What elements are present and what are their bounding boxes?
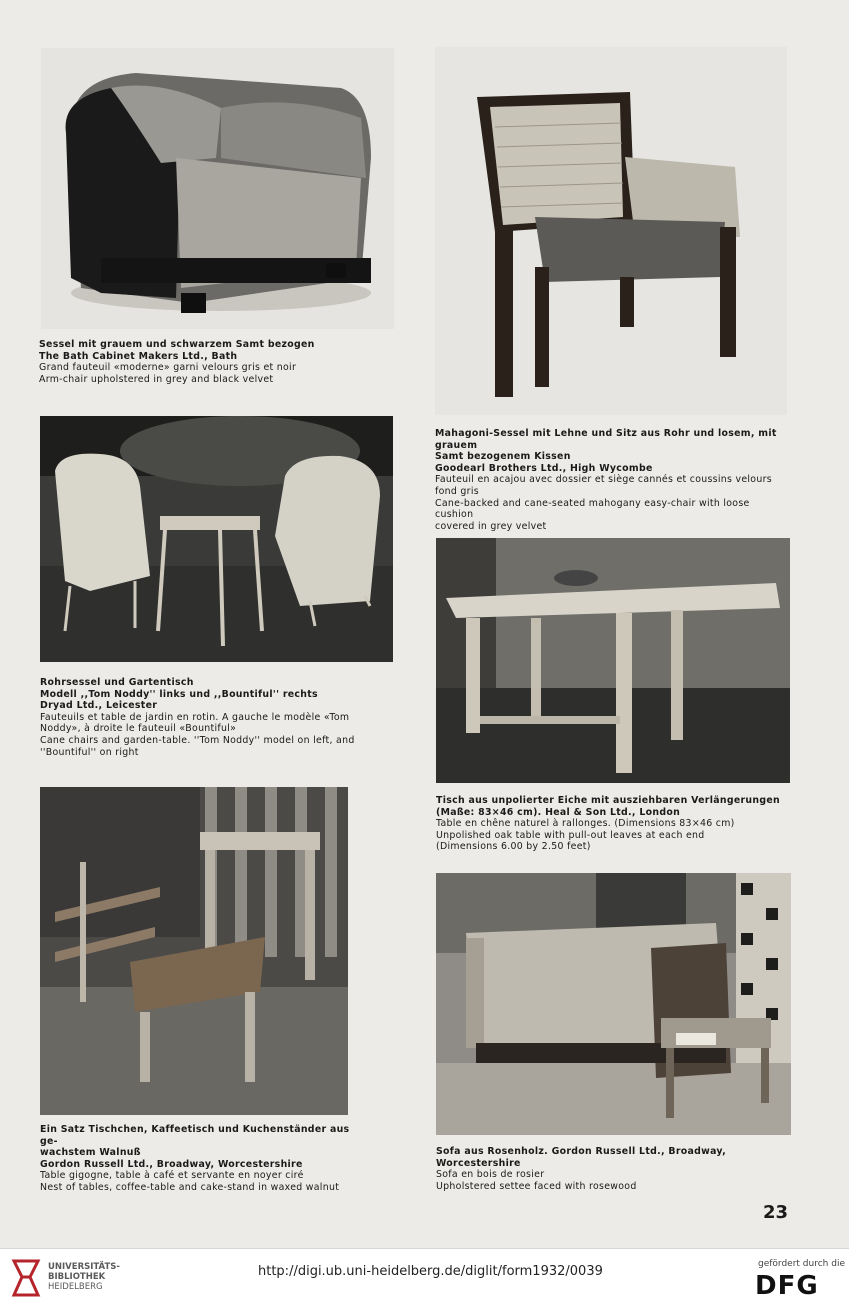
caption-line: Tisch aus unpolierter Eiche mit ausziehbaren Verlängerungen bbox=[436, 795, 781, 806]
caption-line: Cane-backed and cane-seated mahogany easy-chair with loose cushion bbox=[435, 497, 750, 521]
caption-line: Goodearl Brothers Ltd., High Wycombe bbox=[435, 462, 653, 474]
caption-oak-table bbox=[436, 795, 796, 853]
library-name-line: UNIVERSITÄTS- bbox=[48, 1262, 120, 1272]
caption-line: (Dimensions 6.00 by 2.50 feet) bbox=[436, 841, 591, 853]
page-number: 23 bbox=[763, 1202, 789, 1223]
caption-line: fond gris bbox=[435, 485, 479, 497]
dfg-logo: DFG bbox=[755, 1271, 819, 1301]
photo-oak-table bbox=[436, 538, 790, 783]
caption-line: Fauteuils et table de jardin en rotin. A gauche le modèle «Tom bbox=[40, 711, 350, 723]
caption-line: Sofa aus Rosenholz. Gordon Russell Ltd., Broadway, Worcestershire bbox=[436, 1146, 726, 1169]
caption-line: Arm-chair upholstered in grey and black velvet bbox=[39, 373, 274, 385]
caption-line: Modell ,,Tom Noddy'' links und ,,Bountiful'' rechts bbox=[40, 688, 318, 700]
caption-mahogany-chair bbox=[435, 428, 791, 532]
caption-line: Ein Satz Tischchen, Kaffeetisch und Kuchenständer aus ge- bbox=[40, 1124, 350, 1147]
caption-line: Nest of tables, coffee-table and cake-stand in waxed walnut bbox=[40, 1181, 340, 1193]
caption-line: Cane chairs and garden-table. ''Tom Noddy'' model on left, and bbox=[40, 734, 355, 746]
photo-nest-of-tables bbox=[40, 787, 348, 1115]
library-name bbox=[48, 1262, 120, 1292]
caption-line: Sofa en bois de rosier bbox=[436, 1169, 545, 1181]
caption-line: The Bath Cabinet Makers Ltd., Bath bbox=[39, 350, 238, 362]
caption-line: covered in grey velvet bbox=[435, 520, 547, 532]
caption-sofa bbox=[436, 1146, 796, 1192]
caption-nest-of-tables bbox=[40, 1124, 360, 1194]
caption-garden-chairs bbox=[40, 677, 400, 758]
caption-line: wachstem Walnuß bbox=[40, 1147, 141, 1159]
caption-line: Rohrsessel und Gartentisch bbox=[40, 677, 194, 688]
caption-line: Unpolished oak table with pull-out leaves at each end bbox=[436, 829, 705, 841]
caption-line: Samt bezogenem Kissen bbox=[435, 451, 571, 463]
library-name-line: BIBLIOTHEK bbox=[48, 1272, 106, 1282]
caption-line: Table en chêne naturel à rallonges. (Dimensions 83×46 cm) bbox=[436, 818, 735, 830]
caption-line: Table gigogne, table à café et servante en noyer ciré bbox=[40, 1170, 304, 1182]
caption-line: (Maße: 83×46 cm). Heal & Son Ltd., London bbox=[436, 806, 681, 818]
photo-garden-cane-chairs bbox=[40, 416, 393, 662]
caption-line: Sessel mit grauem und schwarzem Samt bezogen bbox=[39, 339, 315, 350]
photo-armchair-velvet bbox=[41, 48, 394, 329]
photo-mahogany-cane-chair bbox=[435, 47, 787, 415]
photo-rosewood-sofa bbox=[436, 873, 791, 1135]
caption-armchair bbox=[39, 339, 399, 385]
university-library-logo-icon bbox=[10, 1259, 42, 1297]
digitization-footer bbox=[0, 1248, 849, 1310]
permalink-url[interactable]: http://digi.ub.uni-heidelberg.de/diglit/form1932/0039 bbox=[258, 1264, 603, 1279]
caption-line: Fauteuil en acajou avec dossier et siège cannés et coussins velours bbox=[435, 474, 772, 486]
caption-line: Noddy», à droite le fauteuil «Bountiful» bbox=[40, 723, 237, 735]
caption-line: Mahagoni-Sessel mit Lehne und Sitz aus Rohr und losem, mit grauem bbox=[435, 428, 777, 451]
caption-line: Grand fauteuil «moderne» garni velours gris et noir bbox=[39, 362, 297, 374]
caption-line: Upholstered settee faced with rosewood bbox=[436, 1180, 637, 1192]
caption-line: Dryad Ltd., Leicester bbox=[40, 700, 158, 712]
caption-line: ''Bountiful'' on right bbox=[40, 746, 139, 758]
library-name-line: HEIDELBERG bbox=[48, 1282, 103, 1292]
funded-by-label: gefördert durch die bbox=[758, 1259, 845, 1269]
caption-line: Gordon Russell Ltd., Broadway, Worcestershire bbox=[40, 1158, 303, 1170]
